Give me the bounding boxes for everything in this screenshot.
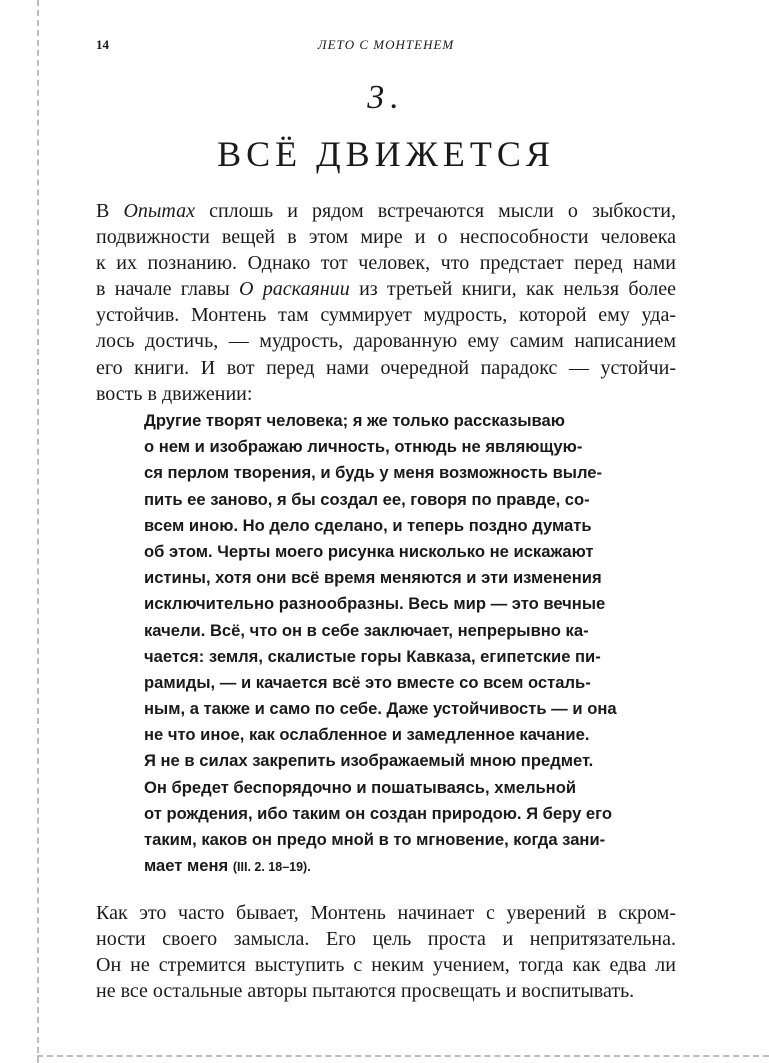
text-run: устойчив. Монтень там суммирует мудрость, которой ему уда- xyxy=(96,304,676,327)
quote-line: пить ее заново, я бы создал ее, говоря по правде, со- xyxy=(144,489,590,509)
text-run: подвижности вещей в этом мире и о неспособности человека xyxy=(96,226,676,249)
text-line xyxy=(96,250,676,276)
paragraph-commentary xyxy=(96,900,676,1004)
quote-line: Он бредет беспорядочно и пошатываясь, хмельной xyxy=(144,777,577,797)
quote-line: всем иною. Но дело сделано, и теперь поздно думать xyxy=(144,515,592,535)
text-line xyxy=(96,302,676,328)
text-line xyxy=(96,224,676,250)
page-header xyxy=(96,37,676,57)
quote-line: ным, а также и само по себе. Даже устойчивость — и она xyxy=(144,699,617,719)
paragraph-intro xyxy=(96,198,676,407)
quote-line-text: мает меня xyxy=(144,856,233,876)
text-line xyxy=(96,328,676,354)
text-run: лось достичь, — мудрость, дарованную ему самим написанием xyxy=(96,330,676,353)
page-number: 14 xyxy=(96,37,109,52)
text-run: из третьей книги, как нельзя более xyxy=(349,278,676,301)
text-line xyxy=(96,355,676,381)
text-run: В xyxy=(96,200,124,222)
quote-citation: (III. 2. 18–19). xyxy=(232,860,311,875)
quote-line: от рождения, ибо таким он создан природою. Я беру его xyxy=(144,803,612,823)
quote-line xyxy=(144,853,676,879)
quote-line: качели. Всё, что он в себе заключает, непрерывно ка- xyxy=(144,620,589,640)
running-title: ЛЕТО С МОНТЕНЕМ xyxy=(317,37,455,52)
text-line xyxy=(96,276,676,302)
text-run: Он не стремится выступить с неким учением, тогда как едва ли xyxy=(96,954,676,977)
quote-line: о нем и изображаю личность, отнюдь не являющую- xyxy=(144,437,583,457)
quote-line: исключительно разнообразны. Весь мир — это вечные xyxy=(144,594,606,614)
text-run: Как это часто бывает, Монтень начинает с уверений в скром- xyxy=(96,902,676,924)
quote-line: об этом. Черты моего рисунка нисколько не искажают xyxy=(144,541,594,561)
text-line xyxy=(96,381,676,407)
text-run: сплошь и рядом встречаются мысли о зыбкости, xyxy=(195,200,676,222)
text-line xyxy=(96,926,676,952)
quote-line: рамиды, — и качается всё это вместе со всем осталь- xyxy=(144,672,591,692)
quote-line: Я не в силах закрепить изображаемый мною предмет. xyxy=(144,751,594,771)
quote-line: Другие творят человека; я же только рассказываю xyxy=(144,411,565,430)
crop-mark-left xyxy=(37,0,39,1063)
quote-line: таким, каков он предо мной в то мгновение, когда зани- xyxy=(144,830,606,849)
crop-mark-bottom xyxy=(37,1055,769,1057)
quote-line: не что иное, как ослабленное и замедленное качание. xyxy=(144,725,590,745)
text-line xyxy=(96,952,676,978)
quote-line: чается: земля, скалистые горы Кавказа, египетские пи- xyxy=(144,646,601,666)
italic-title: Опытах xyxy=(123,200,195,222)
chapter-title: ВСЁ ДВИЖЕТСЯ xyxy=(217,134,555,174)
text-run: не все остальные авторы пытаются просвещать и воспитывать. xyxy=(96,980,635,1003)
quote-line: ся перлом творения, и будь у меня возможность выле- xyxy=(144,463,603,483)
text-line xyxy=(96,900,676,926)
quote-line: истины, хотя они всё время меняются и эти изменения xyxy=(144,568,602,588)
text-run: ности своего замысла. Его цель проста и непритязательна. xyxy=(96,928,676,951)
italic-title: О раскаянии xyxy=(239,278,350,301)
text-line xyxy=(96,978,676,1004)
text-run: вость в движении: xyxy=(96,382,253,405)
text-line xyxy=(96,198,676,224)
text-run: его книги. И вот перед нами очередной парадокс — устойчи- xyxy=(96,356,676,379)
text-run: в начале главы xyxy=(96,278,240,301)
text-run: к их познанию. Однако тот человек, что предстает перед нами xyxy=(96,252,676,275)
chapter-number: 3. xyxy=(367,79,405,116)
block-quote xyxy=(144,408,676,879)
